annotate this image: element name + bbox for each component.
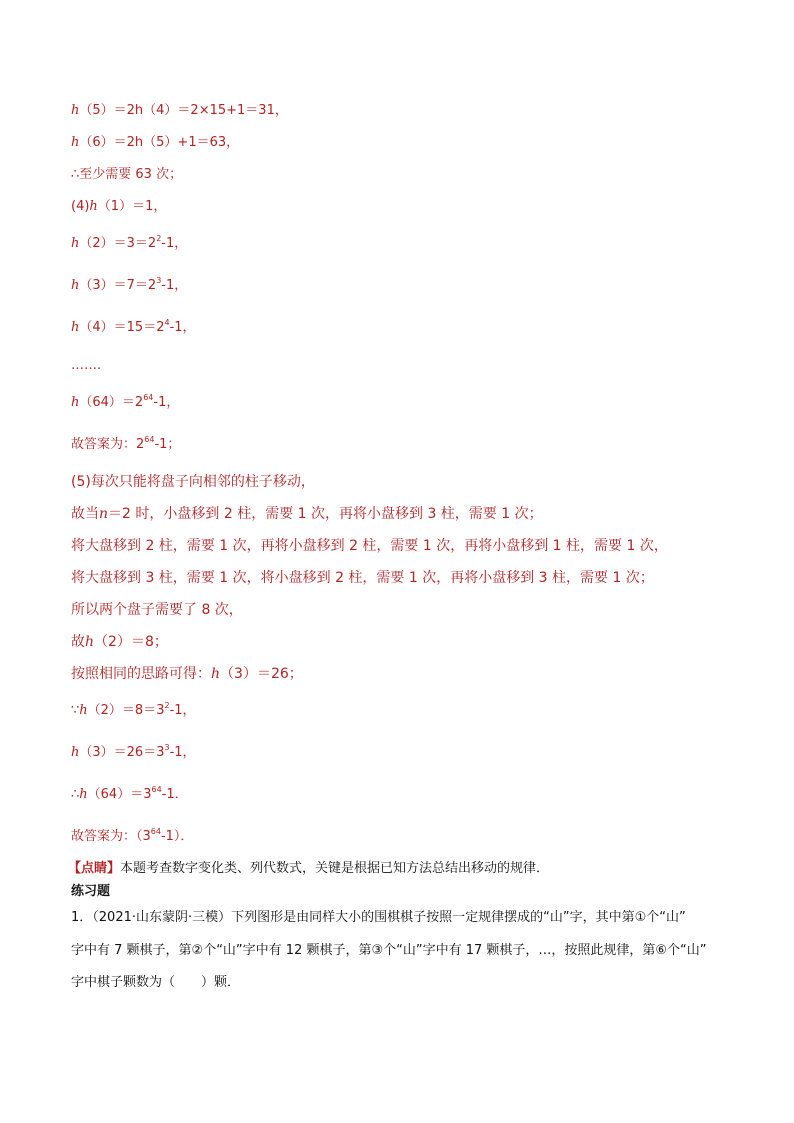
solution-line [71, 703, 196, 719]
line-tail: -1， [169, 745, 196, 760]
solution-line [71, 236, 187, 252]
line-tail: -1； [154, 437, 181, 452]
function-symbol: h [71, 135, 80, 150]
exponent: 64 [144, 435, 155, 444]
line-tail: -1， [169, 703, 196, 718]
exponent: 3 [156, 276, 162, 285]
line-text: 将大盘移到 3 柱，需要 1 次，将小盘移到 2 柱，需要 1 次，再将小盘移到 3 柱，需要 1 次； [71, 570, 654, 586]
line-text: 故答案为：2 [71, 437, 145, 452]
line-text: （3）＝26＝3 [79, 745, 165, 760]
line-text: （2）＝8＝3 [87, 703, 165, 718]
function-symbol: h [79, 787, 88, 802]
variable-symbol: n [99, 506, 109, 522]
solution-line [71, 745, 196, 761]
line-text: （4）＝15＝2 [79, 320, 165, 335]
function-symbol: h [89, 199, 98, 214]
solution-line [71, 320, 196, 336]
question-line-3: 字中棋子颗数为（ ）颗． [71, 975, 241, 990]
comment-tag: 【点睛】 [68, 861, 121, 876]
line-text: （64）＝2 [79, 395, 144, 410]
line-tail: -1）． [160, 829, 194, 844]
line-prefix: ∴ [71, 787, 80, 802]
exponent: 2 [164, 701, 170, 710]
function-symbol: h [71, 745, 80, 760]
exponent: 64 [151, 785, 162, 794]
solution-line [71, 278, 187, 294]
function-symbol: h [79, 703, 88, 718]
solution-line [71, 570, 654, 586]
line-text: （64）＝3 [87, 787, 152, 802]
line-tail: -1． [161, 787, 188, 802]
solution-line [71, 602, 243, 618]
line-text: （6）＝2h（5）+1＝63， [79, 135, 240, 150]
exponent: 3 [164, 743, 170, 752]
line-text: ＝2 时，小盘移到 2 柱，需要 1 次，再将小盘移到 3 柱，需要 1 次； [108, 506, 543, 522]
function-symbol: h [71, 236, 80, 251]
solution-line [71, 437, 180, 453]
practice-heading: 练习题 [71, 884, 111, 899]
function-symbol: h [85, 634, 95, 650]
line-tail: -1， [169, 320, 196, 335]
function-symbol: h [71, 395, 80, 410]
line-text: （3）＝7＝2 [79, 278, 157, 293]
line-text: （1）＝1， [97, 199, 167, 214]
function-symbol: h [211, 666, 221, 682]
exponent: 2 [156, 234, 162, 243]
question-line-2: 字中有 7 颗棋子，第②个“山”字中有 12 颗棋子，第③个“山”字中有 17 颗棋子，…，按照此规律，第⑥个“山” [71, 943, 707, 958]
line-prefix: 故 [71, 634, 85, 650]
solution-line [71, 538, 668, 554]
solution-line [71, 787, 188, 803]
exponent: 64 [150, 827, 161, 836]
line-prefix: 按照相同的思路可得： [71, 666, 211, 682]
comment-text: 本题考查数字变化类、列代数式，关键是根据已知方法总结出移动的规律． [120, 861, 550, 876]
line-text: (5)每次只能将盘子向相邻的柱子移动， [71, 474, 315, 490]
solution-line [71, 829, 193, 845]
comment-line [68, 861, 549, 877]
line-text: ∴至少需要 63 次； [71, 167, 183, 182]
line-prefix: 故当 [71, 506, 99, 522]
line-tail: -1， [153, 395, 180, 410]
exponent: 64 [143, 393, 154, 402]
solution-line [71, 506, 543, 522]
function-symbol: h [71, 278, 80, 293]
line-text: （2）＝8； [94, 634, 168, 650]
line-tail: -1， [161, 278, 188, 293]
line-text: 将大盘移到 2 柱，需要 1 次，再将小盘移到 2 柱，需要 1 次，再将小盘移到 1 柱，需要 1 次， [71, 538, 668, 554]
question-line-1: 1．（2021·山东蒙阴·三模）下列图形是由同样大小的围棋棋子按照一定规律摆成的“山”字，其中第①个“山” [71, 910, 686, 925]
solution-line [71, 135, 239, 151]
line-prefix: ∵ [71, 703, 80, 718]
solution-line [71, 358, 101, 374]
line-text: 所以两个盘子需要了 8 次， [71, 602, 243, 618]
function-symbol: h [71, 103, 80, 118]
solution-line [71, 666, 303, 682]
exponent: 4 [164, 318, 170, 327]
solution-line [71, 395, 179, 411]
solution-line [71, 167, 182, 183]
line-text: （3）＝26； [220, 666, 303, 682]
solution-line [71, 103, 288, 119]
line-text: 故答案为：（3 [71, 829, 151, 844]
solution-line [71, 634, 168, 650]
solution-line [71, 199, 166, 215]
solution-line [71, 474, 315, 490]
line-text: （2）＝3＝2 [79, 236, 157, 251]
function-symbol: h [71, 320, 80, 335]
line-tail: -1， [161, 236, 188, 251]
ellipsis-line: ……. [71, 358, 102, 373]
line-text: （5）＝2h（4）＝2×15+1＝31， [79, 103, 288, 118]
line-prefix: (4) [71, 199, 90, 214]
